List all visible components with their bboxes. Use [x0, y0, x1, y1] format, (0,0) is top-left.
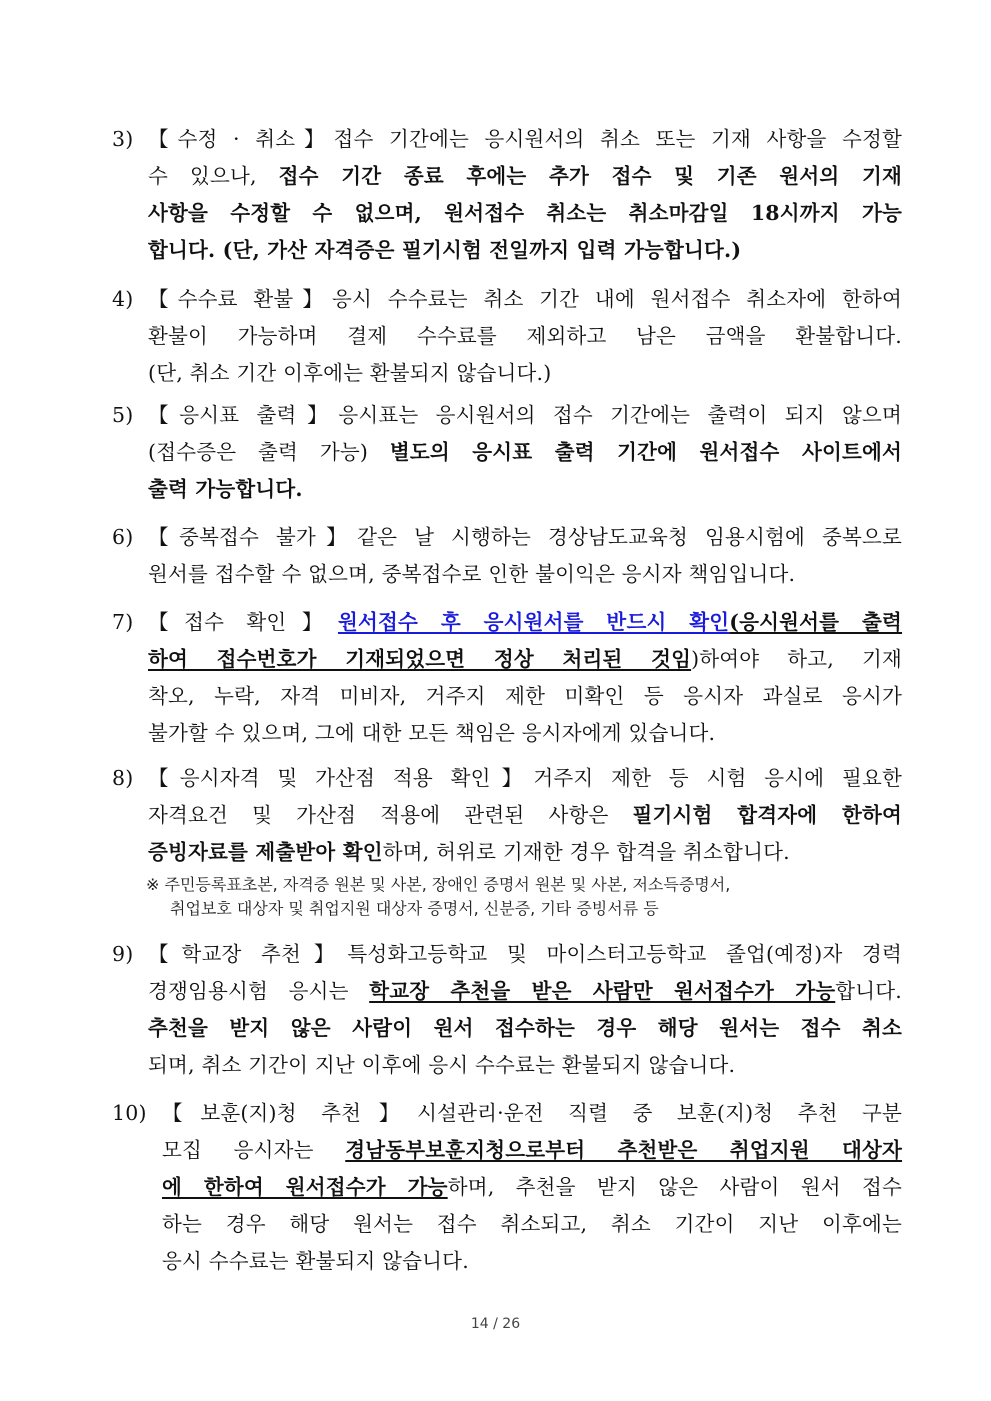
page-number: 14 / 26 [470, 1316, 521, 1332]
text-line [148, 434, 902, 471]
text-line [148, 1010, 902, 1047]
item-text [148, 604, 902, 752]
item-number: 9) [112, 942, 134, 966]
item-number: 10) [112, 1101, 147, 1125]
text-line [148, 678, 902, 715]
text-segment: 합니다. [835, 979, 902, 1003]
emphasis-text: 접수 기간 종료 후에는 추가 접수 및 기존 원서의 기재 [278, 164, 902, 188]
evidence-note [146, 873, 906, 921]
text-segment: 자격요건 및 가산점 적용에 관련된 사항은 [148, 803, 633, 827]
text-segment: 불가할 수 있으며, 그에 대한 모든 책임은 응시자에게 있습니다. [148, 721, 716, 745]
emphasis-text: 학교장 추천을 받은 사람만 원서접수가 가능 [369, 979, 836, 1003]
text-segment: 수 있으나, [148, 164, 279, 188]
text-line [148, 397, 902, 434]
text-line [148, 281, 902, 318]
text-segment: 응시 수수료는 환불되지 않습니다. [162, 1249, 469, 1273]
text-line [148, 556, 902, 593]
text-segment: 원서를 접수할 수 없으며, 중복접수로 인한 불이익은 응시자 책임입니다. [148, 562, 796, 586]
text-segment: 【응시자격 및 가산점 적용 확인】거주지 제한 등 시험 응시에 필요한 [148, 766, 902, 790]
emphasis-text: 사항을 수정할 수 없으며, 원서접수 취소는 취소마감일 18시까지 가능 [148, 201, 902, 225]
text-segment: 하는 경우 해당 원서는 접수 취소되고, 취소 기간이 지난 이후에는 [162, 1212, 902, 1236]
emphasis-text: 추천을 받지 않은 사람이 원서 접수하는 경우 해당 원서는 접수 취소 [148, 1016, 902, 1040]
item-text [148, 936, 902, 1084]
text-line [148, 797, 902, 834]
text-line [162, 1206, 902, 1243]
text-segment: )하여야 하고, 기재 [691, 647, 902, 671]
text-segment: 【수정 · 취소】접수 기간에는 응시원서의 취소 또는 기재 사항을 수정할 [148, 127, 902, 151]
text-segment: (접수증은 출력 가능) [148, 440, 390, 464]
emphasis-text: (응시원서를 출력 [729, 610, 902, 634]
text-line [148, 760, 902, 797]
text-segment: 모집 응시자는 [162, 1138, 346, 1162]
text-line [148, 195, 902, 232]
text-line [148, 641, 902, 678]
text-line [148, 973, 902, 1010]
emphasis-text: 출력 가능합니다. [148, 477, 303, 501]
text-line [148, 834, 902, 871]
item-text [148, 121, 902, 269]
item-text [148, 519, 902, 593]
emphasis-text: 필기시험 합격자에 한하여 [632, 803, 902, 827]
text-segment: 【중복접수 불가】같은 날 시행하는 경상남도교육청 임용시험에 중복으로 [148, 525, 902, 549]
item-number: 5) [112, 403, 134, 427]
emphasis-text: 에 한하여 원서접수가 가능 [162, 1175, 448, 1199]
item-number: 7) [112, 610, 134, 634]
item-number: 8) [112, 766, 134, 790]
emphasis-text: 원서접수 후 응시원서를 반드시 확인 [338, 610, 730, 634]
text-segment: 되며, 취소 기간이 지난 이후에 응시 수수료는 환불되지 않습니다. [148, 1053, 736, 1077]
item-text [148, 281, 902, 392]
text-line [148, 1047, 902, 1084]
text-segment: 환불이 가능하며 결제 수수료를 제외하고 남은 금액을 환불합니다. [148, 324, 902, 348]
text-line [148, 471, 902, 508]
text-line [162, 1169, 902, 1206]
text-segment: 【보훈(지)청 추천】시설관리·운전 직렬 중 보훈(지)청 추천 구분 [162, 1101, 902, 1125]
item-number: 6) [112, 525, 134, 549]
text-line [148, 158, 902, 195]
emphasis-text: 경남동부보훈지청으로부터 추천받은 취업지원 대상자 [345, 1138, 902, 1162]
text-segment: (단, 취소 기간 이후에는 환불되지 않습니다.) [148, 361, 552, 385]
item-number: 4) [112, 287, 134, 311]
text-line [148, 715, 902, 752]
item-text [148, 397, 902, 508]
text-segment: 【학교장 추천】특성화고등학교 및 마이스터고등학교 졸업(예정)자 경력 [148, 942, 902, 966]
text-line [162, 1132, 902, 1169]
text-segment: 경쟁임용시험 응시는 [148, 979, 370, 1003]
item-text [148, 760, 902, 871]
text-segment: 【응시표 출력】응시표는 응시원서의 접수 기간에는 출력이 되지 않으며 [148, 403, 902, 427]
item-text [162, 1095, 902, 1280]
text-line [148, 232, 902, 269]
note-line-1: ※ 주민등록표초본, 자격증 원본 및 사본, 장애인 증명서 원본 및 사본, 저소득증명서, [146, 875, 731, 894]
text-line [162, 1243, 902, 1280]
text-segment: 하며, 허위로 기재한 경우 합격을 취소합니다. [382, 840, 790, 864]
text-line [148, 519, 902, 556]
note-line-2: 취업보호 대상자 및 취업지원 대상자 증명서, 신분증, 기타 증빙서류 등 [170, 899, 659, 918]
text-line [148, 355, 902, 392]
emphasis-text: 합니다. (단, 가산 자격증은 필기시험 전일까지 입력 가능합니다.) [148, 238, 742, 262]
item-number: 3) [112, 127, 134, 151]
emphasis-text: 하여 접수번호가 기재되었으면 정상 처리된 것임 [148, 647, 692, 671]
text-line [148, 121, 902, 158]
text-segment: 하며, 추천을 받지 않은 사람이 원서 접수 [447, 1175, 903, 1199]
emphasis-text: 별도의 응시표 출력 기간에 원서접수 사이트에서 [389, 440, 902, 464]
text-segment: 【수수료 환불】응시 수수료는 취소 기간 내에 원서접수 취소자에 한하여 [148, 287, 902, 311]
text-line [148, 318, 902, 355]
text-line [148, 604, 902, 641]
emphasis-text: 증빙자료를 제출받아 확인 [148, 840, 383, 864]
text-segment: 【접수 확인】 [148, 610, 338, 634]
text-line [148, 936, 902, 973]
text-segment: 착오, 누락, 자격 미비자, 거주지 제한 미확인 등 응시자 과실로 응시가 [148, 684, 902, 708]
text-line [162, 1095, 902, 1132]
